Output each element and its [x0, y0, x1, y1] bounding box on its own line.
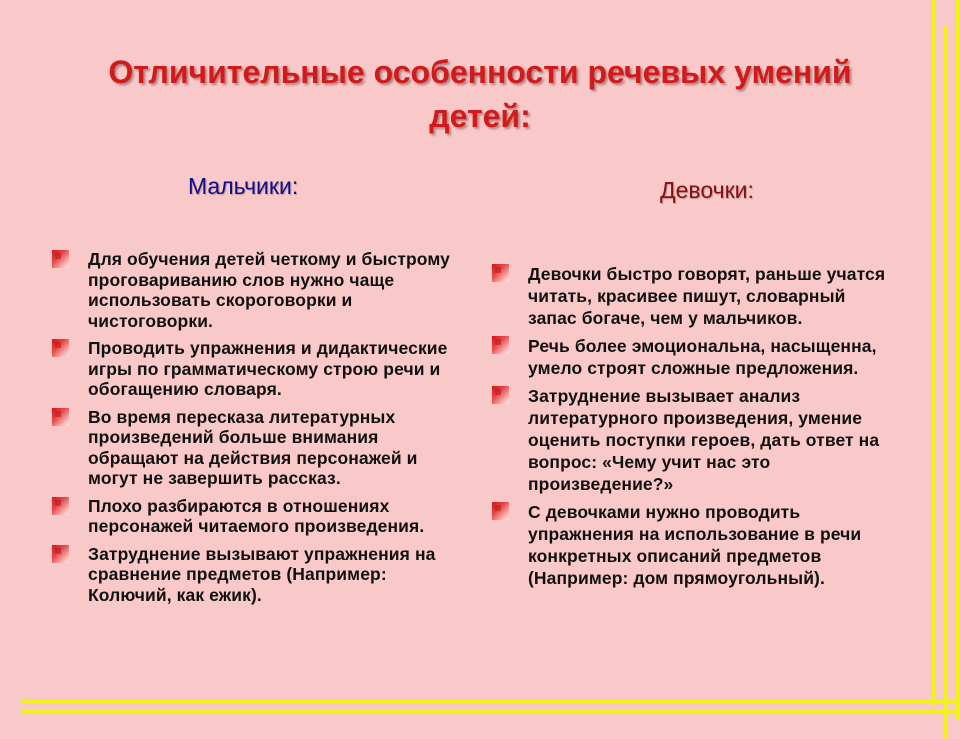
list-item-text: Затруднение вызывают упражнения на сравнение предметов (Например: Колючий, как ежик).	[88, 543, 436, 605]
square-bullet-icon	[52, 408, 69, 426]
list-item-text: Для обучения детей четкому и быстрому проговариванию слов нужно чаще использовать скороговорки и чистоговорки.	[88, 249, 450, 331]
list-item-text: С девочками нужно проводить упражнения на использование в речи конкретных описаний предметов (Например: дом прямоугольный).	[528, 502, 862, 588]
list-item	[52, 249, 472, 331]
list-item	[52, 338, 472, 400]
list-item-text: Плохо разбираются в отношениях персонажей читаемого произведения.	[88, 495, 425, 536]
girls-list	[492, 263, 892, 595]
list-item-text: Проводить упражнения и дидактические игры по грамматическому строю речи и обогащению словаря.	[88, 338, 448, 399]
square-bullet-icon	[52, 339, 69, 357]
square-bullet-icon	[492, 336, 509, 354]
square-bullet-icon	[52, 545, 69, 563]
girls-heading: Девочки:	[660, 177, 754, 203]
frame-line-right	[944, 26, 947, 739]
list-item	[52, 544, 472, 606]
frame-line-right	[956, 0, 959, 720]
square-bullet-icon	[52, 250, 69, 268]
list-item	[492, 501, 892, 589]
boys-heading: Мальчики:	[188, 173, 299, 199]
list-item	[492, 335, 892, 379]
list-item-text: Во время пересказа литературных произведений больше внимания обращают на действия персонажей и могут не завершить рассказ.	[88, 406, 418, 488]
square-bullet-icon	[492, 264, 509, 282]
slide-title: Отличительные особенности речевых умений детей:	[108, 54, 852, 134]
frame-line-bottom	[22, 700, 960, 703]
list-item	[52, 496, 472, 537]
square-bullet-icon	[492, 502, 509, 520]
square-bullet-icon	[492, 386, 509, 404]
list-item	[52, 407, 472, 489]
list-item-text: Речь более эмоциональна, насыщенна, умело строят сложные предложения.	[528, 336, 877, 378]
list-item-text: Затруднение вызывает анализ литературного произведения, умение оценить поступки героев, дать ответ на вопрос: «Чему учит нас это произведение?»	[528, 386, 880, 494]
frame-line-right	[932, 0, 935, 706]
boys-list	[52, 249, 472, 612]
square-bullet-icon	[52, 497, 69, 515]
list-item-text: Девочки быстро говорят, раньше учатся читать, красивее пишут, словарный запас богаче, чем у мальчиков.	[528, 264, 886, 328]
frame-line-bottom	[22, 710, 960, 713]
list-item	[492, 263, 892, 329]
list-item	[492, 385, 892, 495]
